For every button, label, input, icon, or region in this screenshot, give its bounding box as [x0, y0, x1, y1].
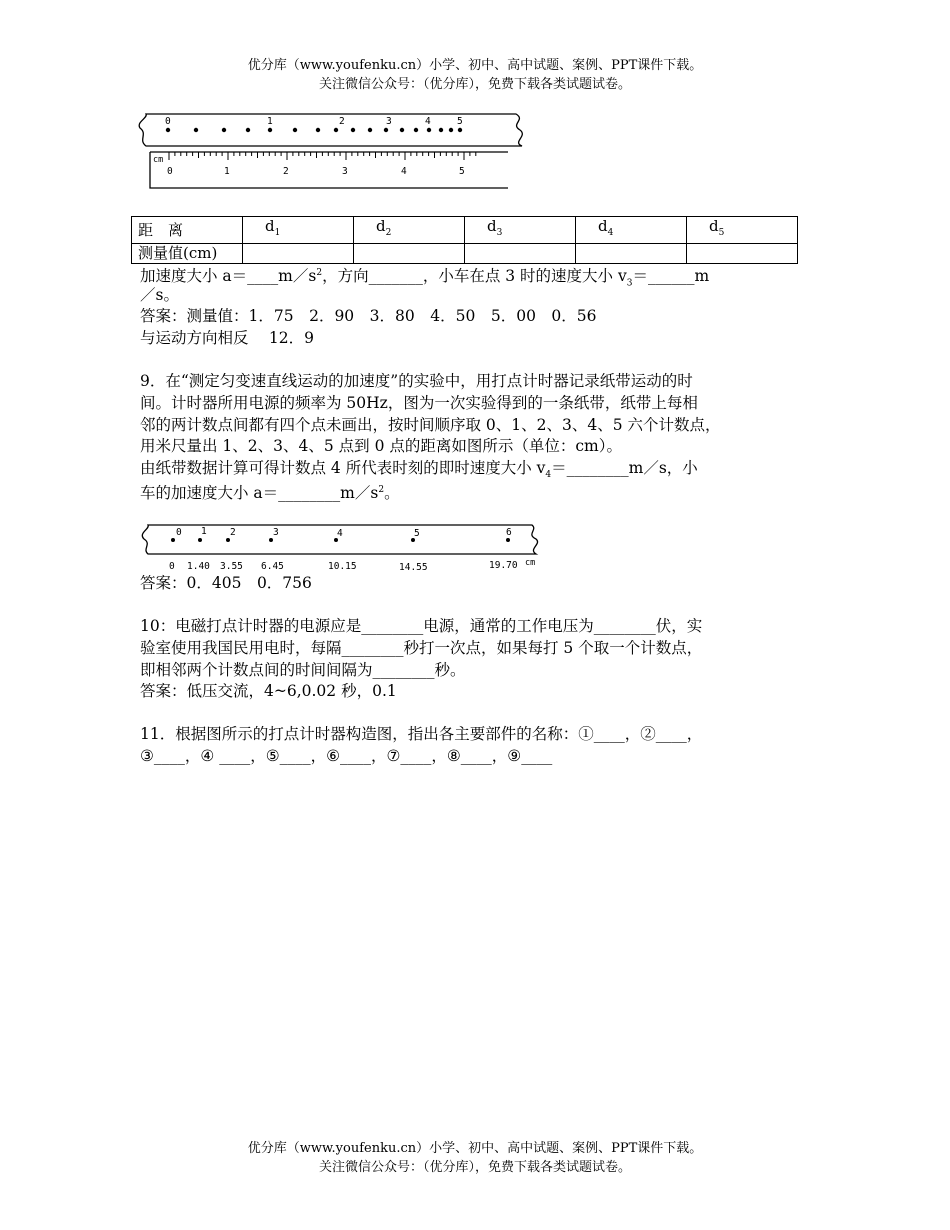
- ruler-label: 3: [342, 166, 348, 177]
- tape-dot: [351, 128, 355, 132]
- tape-point-label: 4: [425, 116, 431, 127]
- tape-point-label: 0: [165, 116, 171, 127]
- q8-answer-line-2: 与运动方向相反 12．9: [140, 329, 315, 347]
- tape-point-label: 3: [386, 116, 392, 127]
- table-cell-d2: $d_2$: [354, 217, 465, 244]
- q9-line-5: 由纸带数据计算可得计数点 4 所代表时刻的即时速度大小 $v_4=\_\_\_\_\_\_\_\_m/s$，小: [140, 459, 698, 481]
- tape-dot: [449, 128, 453, 132]
- q10-line-2: 验室使用我国民用电时，每隔________秒打一次点，如果每打 5 个取一个计数点，: [140, 639, 703, 657]
- tape-dot: [246, 128, 250, 132]
- table-cell-d3: $d_3$: [465, 217, 576, 244]
- tape-point-label: 1: [267, 116, 273, 127]
- table-row: [132, 217, 798, 244]
- tape-distance-figure: [140, 522, 545, 574]
- q8-acceleration-line-2: ／s。: [140, 286, 179, 304]
- header-line-1: 优分库（www.youfenku.cn）小学、初中、高中试题、案例、PPT课件下载。: [247, 58, 703, 73]
- tape-point-label: 2: [230, 527, 236, 538]
- tape-point-label: 2: [339, 116, 345, 127]
- q9-line-3: 邻的两计数点间都有四个点未画出，按时间顺序取 0、1、2、3、4、5 六个计数点，: [140, 416, 721, 434]
- tape-dot: [439, 128, 443, 132]
- q11-line-1: 11．根据图所示的打点计时器构造图，指出各主要部件的名称：①____，②____，: [140, 725, 703, 743]
- tape-dot: [293, 128, 297, 132]
- measurement-table: [131, 216, 798, 264]
- tape-dot: [269, 538, 273, 542]
- q9-line-1: 9．在“测定匀变速直线运动的加速度”的实验中，用打点计时器记录纸带运动的时: [140, 372, 693, 390]
- tape-point-label: 5: [414, 528, 420, 539]
- table-cell-empty: [243, 244, 354, 264]
- q8-acceleration-line: 加速度大小 $a=\_\_\_\_m/s^2$，方向_______，小车在点 3 时的速度大小 $v_3=\_\_\_\_\_\_m$: [140, 267, 710, 289]
- tape-point-label: 6: [506, 527, 512, 538]
- tape-dot: [268, 128, 272, 132]
- q9-line-6: 车的加速度大小 $a=\_\_\_\_\_\_\_\_m/s^2$。: [140, 484, 400, 503]
- distance-label: 3.55: [220, 561, 243, 572]
- tape-dot: [171, 538, 175, 542]
- ruler-label: 2: [283, 166, 289, 177]
- header-line-2: 关注微信公众号：（优分库），免费下载各类试题试卷。: [318, 77, 631, 92]
- tape-dot: [222, 128, 226, 132]
- table-cell-empty: [576, 244, 687, 264]
- table-cell-d1: $d_1$: [243, 217, 354, 244]
- q11-line-2: ③____，④ ____，⑤____，⑥____，⑦____，⑧____，⑨____: [140, 747, 553, 765]
- tape-dot: [334, 128, 338, 132]
- tape-dot: [226, 538, 230, 542]
- distance-label: 14.55: [399, 562, 428, 573]
- q9-line-4: 用米尺量出 1、2、3、4、5 点到 0 点的距离如图所示（单位：cm）。: [140, 437, 623, 455]
- table-cell-d5: $d_5$: [687, 217, 798, 244]
- distance-label: 10.15: [328, 561, 357, 572]
- q10-line-3: 即相邻两个计数点间的时间间隔为________秒。: [140, 661, 466, 679]
- tape-dot: [414, 128, 418, 132]
- distance-label: 1.40: [187, 561, 210, 572]
- table-cell-d4: $d_4$: [576, 217, 687, 244]
- tape-point-label: 3: [273, 527, 279, 538]
- q10-answer: 答案：低压交流，4~6,0.02 秒，0.1: [140, 682, 397, 700]
- tape-dot: [458, 128, 462, 132]
- q8-answer-line-1: 答案：测量值：1．75 2．90 3．80 4．50 5．00 0．56: [140, 307, 597, 325]
- q9-answer: 答案：0．405 0．756: [140, 574, 312, 592]
- tape-dot: [316, 128, 320, 132]
- footer-line-2: 关注微信公众号：（优分库），免费下载各类试题试卷。: [318, 1160, 631, 1175]
- tape-dot: [368, 128, 372, 132]
- table-header-distance: 距 离: [132, 217, 243, 244]
- tape-dot: [427, 128, 431, 132]
- table-cell-empty: [354, 244, 465, 264]
- q9-line-2: 间。计时器所用电源的频率为 50Hz，图为一次实验得到的一条纸带，纸带上每相: [140, 394, 698, 412]
- tape-point-label: 5: [457, 116, 463, 127]
- ruler-outline: [150, 152, 508, 188]
- ruler-label: 0: [167, 166, 173, 177]
- distance-label: 0: [169, 561, 175, 572]
- ruler-label: 1: [224, 166, 230, 177]
- table-cell-empty: [465, 244, 576, 264]
- distance-unit-label: cm: [525, 558, 536, 568]
- table-row: [132, 244, 798, 264]
- ruler-label: 5: [459, 166, 465, 177]
- ruler-unit-label: cm: [153, 155, 164, 165]
- table-header-measured: 测量值(cm): [132, 244, 243, 264]
- tape-dot: [384, 128, 388, 132]
- table-cell-empty: [687, 244, 798, 264]
- tape-dot: [194, 128, 198, 132]
- footer-line-1: 优分库（www.youfenku.cn）小学、初中、高中试题、案例、PPT课件下载。: [247, 1141, 703, 1156]
- page-header: [0, 56, 950, 94]
- ruler-label: 4: [401, 166, 407, 177]
- tape-dot: [166, 128, 170, 132]
- tape-dot: [506, 538, 510, 542]
- tape-ruler-figure: [138, 110, 533, 192]
- distance-label: 6.45: [261, 561, 284, 572]
- tape-dot: [400, 128, 404, 132]
- tape-dot: [198, 538, 202, 542]
- tape-point-label: 0: [176, 527, 182, 538]
- q10-line-1: 10：电磁打点计时器的电源应是________电源，通常的工作电压为________伏，实: [140, 617, 703, 635]
- tape-point-label: 4: [337, 528, 343, 539]
- distance-label: 19.70: [489, 560, 518, 571]
- page-footer: [0, 1139, 950, 1177]
- tape-point-label: 1: [201, 526, 207, 537]
